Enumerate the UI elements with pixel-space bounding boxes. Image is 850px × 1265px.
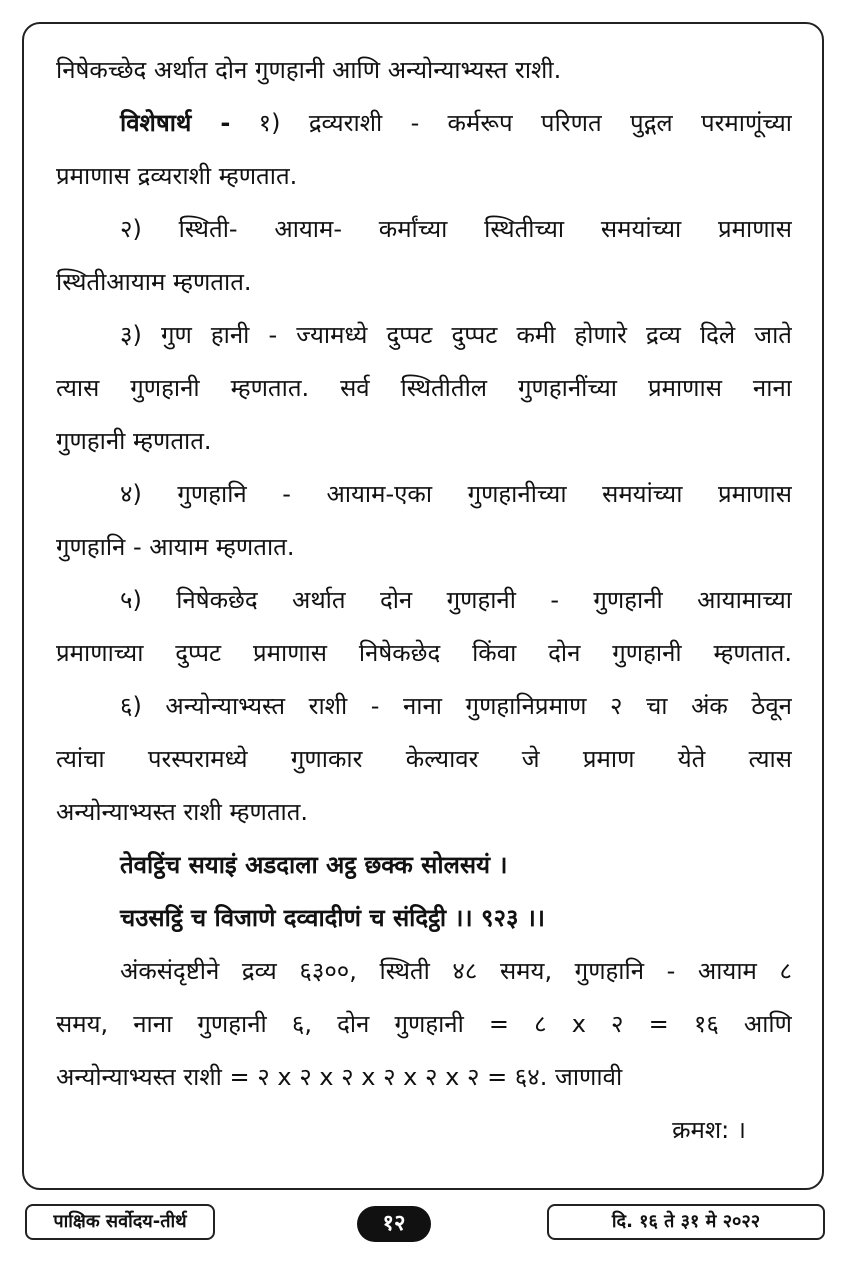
- verse-line: तेवट्ठिंच सयाइं अडदाला अट्ठ छक्क सोलसयं ।: [120, 851, 508, 879]
- text-line: गुणहानि - आयाम म्हणतात.: [56, 533, 295, 561]
- visheshartha-line: [56, 97, 792, 150]
- text-line: ४) गुणहानि - आयाम-एका गुणहानीच्या समयांच्या प्रमाणास: [120, 480, 792, 508]
- text-line: ५) निषेकछेद अर्थात दोन गुणहानी - गुणहानी आयामाच्या: [120, 586, 792, 614]
- text-line: द्रव्यराशी - कर्मरूप परिणत पुद्गल परमाणूंच्या: [308, 109, 792, 137]
- text-line: ६) अन्योन्याभ्यस्त राशी - नाना गुणहानिप्रमाण २ चा अंक ठेवून: [120, 692, 792, 720]
- visheshartha-num: १): [258, 109, 281, 137]
- text-line: त्यांचा परस्परामध्ये गुणाकार केल्यावर जे प्रमाण येते त्यास: [56, 745, 792, 773]
- kramashah-note: क्रमश: ।: [672, 1116, 746, 1144]
- text-line: अन्योन्याभ्यस्त राशी म्हणतात.: [56, 798, 309, 826]
- text-line: त्यास गुणहानी म्हणतात. सर्व स्थितीतील गुणहानींच्या प्रमाणास नाना: [56, 374, 792, 402]
- page-number: १२: [357, 1206, 431, 1242]
- text-line: स्थितीआयाम म्हणतात.: [56, 268, 252, 296]
- text-line: निषेकच्छेद अर्थात दोन गुणहानी आणि अन्योन्याभ्यस्त राशी.: [56, 56, 562, 84]
- text-line: प्रमाणाच्या दुप्पट प्रमाणास निषेकछेद किंवा दोन गुणहानी म्हणतात.: [56, 639, 792, 667]
- issue-date: दि. १६ ते ३१ मे २०२२: [547, 1204, 825, 1240]
- text-line: गुणहानी म्हणतात.: [56, 427, 212, 455]
- text-line: प्रमाणास द्रव्यराशी म्हणतात.: [56, 162, 298, 190]
- text-line: २) स्थिती- आयाम- कर्मांच्या स्थितीच्या समयांच्या प्रमाणास: [120, 215, 792, 243]
- page-content: [56, 44, 792, 1157]
- text-line: समय, नाना गुणहानी ६, दोन गुणहानी = ८ x २ = १६ आणि: [56, 1010, 792, 1038]
- text-line: अंकसंदृष्टीने द्रव्य ६३००, स्थिती ४८ समय, गुणहानि - आयाम ८: [120, 957, 792, 985]
- verse-line: चउसट्ठिं च विजाणे दव्वादीणं च संदिट्ठी ।। ९२३ ।।: [120, 904, 545, 932]
- publication-name: पाक्षिक सर्वोदय-तीर्थ: [25, 1204, 215, 1240]
- text-line: अन्योन्याभ्यस्त राशी = २ x २ x २ x २ x २ x २ = ६४. जाणावी: [56, 1063, 623, 1091]
- text-line: ३) गुण हानी - ज्यामध्ये दुप्पट दुप्पट कमी होणारे द्रव्य दिले जाते: [120, 321, 792, 349]
- visheshartha-label: विशेषार्थ -: [120, 109, 231, 137]
